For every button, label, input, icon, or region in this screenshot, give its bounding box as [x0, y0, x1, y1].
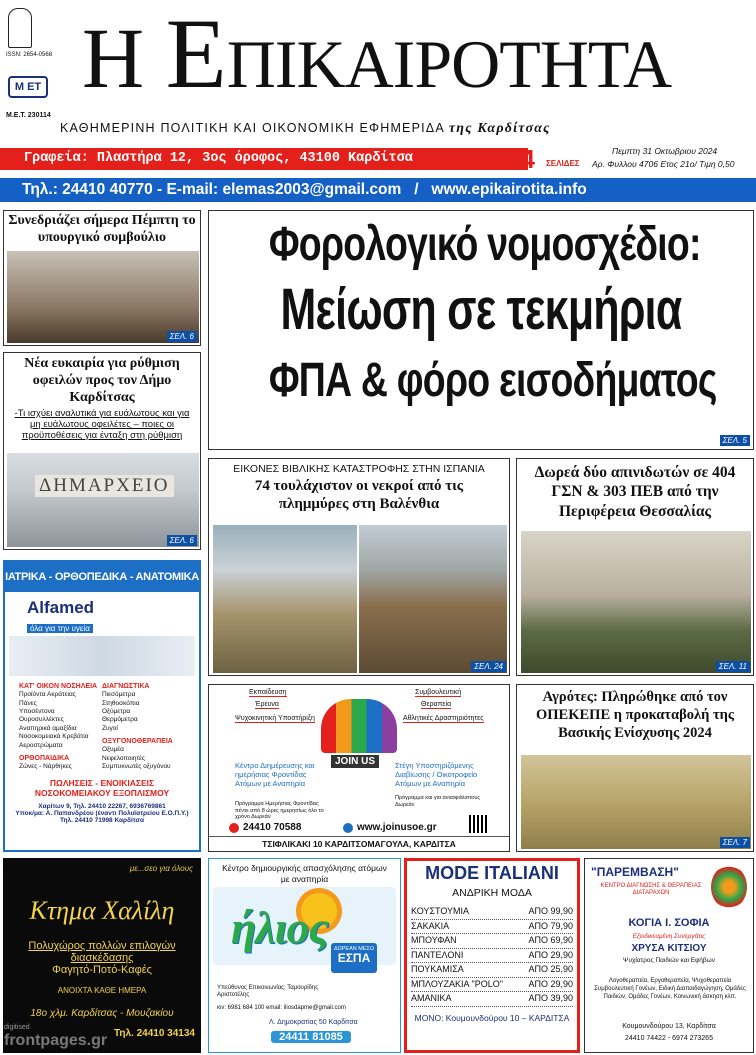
mode-list [407, 905, 577, 1007]
issn: ISSN: 2654-0568 [6, 52, 53, 58]
ktima-top: με...σεο για όλους [129, 864, 193, 873]
spain-title: 74 τουλάχιστον οι νεκροί από τις πλημμύρες στη Βαλένθια [254, 478, 464, 512]
qr-code-icon [469, 815, 487, 833]
paremvasi-name: "ΠΑΡΕΜΒΑΣΗ" [591, 865, 679, 879]
digitised-label: digitised [4, 1024, 30, 1031]
mode-item: ΚΟΥΣΤΟΥΜΙΑ ΑΠΟ 99,90 [411, 905, 573, 920]
alfamed-addr2: Υποκ/μα: Α. Παπανδρέου (έναντι Πολυϊατρείου Ε.Ο.Π.Υ.) [15, 809, 189, 817]
phone-icon [229, 823, 239, 833]
story-debts[interactable] [3, 352, 201, 550]
person1-name: ΚΟΓΙΑ Ι. ΣΟΦΙΑ [628, 917, 710, 929]
info-bar [0, 144, 756, 174]
contact-text: Τηλ.: 24410 40770 - E-mail: elemas2003@gmail.com / www.epikairotita.info [22, 181, 587, 198]
alfamed-addr1: Χαρίτων 9, Τηλ. 24410 22267, 6936769861 [38, 802, 166, 810]
headline-line3: ΦΠΑ & φόρο εισοδήματος [268, 354, 717, 407]
paremvasi-services: Λογοθεραπεία, Εργοθεραπεία, Ψυχοθεραπεία Συμβουλευτική Γονέων, Ειδική Διαπαιδαγώγηση, Ομάδες Παιδιών, Ομάδες Γονέων, Κοινωνική άσκηση κλπ. [594, 978, 746, 1001]
joinus-logo: JOIN US [331, 755, 379, 768]
ilios-phone: 24411 81085 [271, 1031, 351, 1043]
issue-number: Αρ. Φυλλου 4706 Ετος 21ο/ Τιμη 0,50 [592, 159, 735, 169]
col1-item: Προϊόντα Ακράτειας [19, 691, 76, 699]
ad-joinus[interactable] [208, 684, 510, 852]
story-debts-title: Νέα ευκαιρία για ρύθμιση οφειλών προς τον Δήμο Καρδίτσας [24, 356, 180, 405]
story-defib[interactable] [516, 458, 754, 676]
story-farmers[interactable] [516, 684, 754, 852]
alfamed-header: ΙΑΤΡΙΚΑ - ΟΡΘΟΠΕΔΙΚΑ - ΑΝΑΤΟΜΙΚΑ [5, 562, 199, 592]
alfamed-sales2: ΝΟΣΟΚΟΜΕΙΑΚΟΥ ΕΞΟΠΛΙΣΜΟΥ [34, 787, 170, 798]
col1-item: Αναπηρικά αμαξίδια [19, 724, 77, 732]
flood-photo-1 [213, 525, 357, 673]
col1-title: ΚΑΤ' ΟΙΚΟΝ ΝΟΣΗΛΕΙΑ [19, 683, 98, 690]
col1-item: Νοσοκομειακά Κρεβάτια [19, 733, 89, 741]
alfamed-products [5, 676, 199, 772]
joinus-tag: Έρευνα [255, 701, 279, 708]
main-headline[interactable] [208, 210, 754, 450]
col1-item: Υποσέντονα [19, 707, 55, 715]
pages-count: 24 [506, 144, 535, 174]
page-ref: ΣΕΛ. 24 [471, 661, 506, 672]
ad-ktima[interactable] [3, 858, 201, 1053]
page-ref: ΣΕΛ. 7 [720, 837, 750, 848]
mode-footer: ΜΟΝΟ: Κουμουνδούρου 10 – ΚΑΡΔΙΤΣΑ [414, 1012, 570, 1023]
ad-alfamed[interactable] [3, 560, 201, 852]
page-ref: ΣΕΛ. 5 [720, 435, 750, 446]
farmers-title: Αγρότες: Πληρώθηκε από τον ΟΠΕΚΕΠΕ η προκαταβολή της Βασικής Ενίσχυσης 2024 [536, 689, 734, 742]
headline-line2: Μείωση σε τεκμήρια [280, 277, 682, 342]
page-ref: ΣΕΛ. 6 [167, 331, 197, 342]
mode-item: ΠΟΥΚΑΜΙΣΑ ΑΠΟ 25,90 [411, 963, 573, 978]
tree-logo [711, 865, 747, 909]
masthead [0, 0, 756, 150]
mode-name: MODE ITALIANI [425, 863, 559, 883]
ktima-line5: Τηλ. 24410 34134 [114, 1028, 195, 1039]
col1-item: Ουροσυλλέκτες [19, 716, 64, 724]
joinus-phone: 24410 70588 [243, 822, 302, 833]
col1-item: Αεροστρώματα [19, 741, 63, 749]
mode-item: ΣΑΚΑΚΙΑ ΑΠΟ 79,90 [411, 920, 573, 935]
col2b-item: Οξυμέα [102, 746, 124, 754]
espa-badge [331, 943, 377, 973]
alfamed-addr3: Τηλ. 24410 71998 Καρδίτσα [60, 816, 144, 824]
espa-line1: ΔΩΡΕΑΝ ΜΕΣΩ [333, 946, 375, 952]
alfamed-sales: ΠΩΛΗΣΕΙΣ - ΕΝΟΙΚΙΑΣΕΙΣ [49, 777, 155, 788]
ktima-line4: 18ο χλμ. Καρδίτσας - Μουζακίου [30, 1008, 174, 1019]
col1b-item: Ζώνες - Νάρθηκες [19, 763, 72, 771]
office-address: Γραφεία: Πλαστήρα 12, 3ος όροφος, 43100 Καρδίτσα [24, 151, 413, 166]
title-e: Ε [165, 0, 227, 109]
col2b-title: ΟΞΥΓΟΝΟΘΕΡΑΠΕΙΑ [102, 738, 173, 746]
joinus-tag: Θεραπεία [421, 701, 452, 708]
ktima-name: Κτημα Χαλίλη [29, 896, 175, 925]
ilios-address: Λ. Δημοκρατίας 50 Καρδίτσα [269, 1019, 358, 1026]
joinus-left2: Πρόγραμμα Ημερήσιας Φροντίδας πέντε από 8 ώρες ημερησίως όλο το χρόνο Δωρεάν [235, 801, 324, 821]
ilios-top: Κέντρο δημιουργικής απασχόλησης ατόμων με αναπηρία [222, 863, 387, 884]
joinus-figures [321, 699, 397, 753]
joinus-right2: Πρόγραμμα και για ανασφάλιστους Δωρεάν [395, 795, 480, 808]
issue-date: Πεμπτη 31 Οκτωβριου 2024 [612, 146, 718, 156]
col1b-title: ΟΡΘΟΠΑΙΔΙΚΑ [19, 755, 70, 763]
web-icon [343, 823, 353, 833]
newspaper-title [82, 0, 672, 109]
spain-kicker: ΕΙΚΟΝΕΣ ΒΙΒΛΙΚΗΣ ΚΑΤΑΣΤΡΟΦΗΣ ΣΤΗΝ ΙΣΠΑΝΙΑ [233, 463, 485, 475]
town-hall-sign: ΔΗΜΑΡΧΕΙΟ [35, 475, 174, 497]
ad-ilios[interactable] [208, 858, 401, 1053]
col2-item: Στηθοσκόπια [102, 699, 140, 707]
contact-bar [0, 178, 756, 202]
person1-role: Εξειδικευμένη Συνεργάτις [632, 933, 706, 940]
ktima-line2: Φαγητό-Ποτό-Καφές [52, 964, 152, 976]
paremvasi-phone: 24410 74422 - 6974 273265 [625, 1035, 713, 1042]
joinus-tag: Συμβουλευτική [415, 689, 462, 696]
joinus-tag: Αθλητικές Δραστηριότητες [403, 715, 484, 722]
espa-line2: ΕΣΠΑ [337, 951, 371, 965]
mode-item: ΠΑΝΤΕΛΟΝΙ ΑΠΟ 29,90 [411, 949, 573, 964]
story-cabinet-title: Συνεδριάζει σήμερα Πέμπτη το υπουργικό συμβούλιο [8, 213, 196, 245]
page-ref: ΣΕΛ. 11 [716, 661, 750, 672]
eda-logo [8, 8, 32, 48]
cabinet-photo [7, 251, 199, 343]
paremvasi-address: Κουμουνδούρου 13, Καρδίτσα [622, 1023, 716, 1030]
defib-photo [521, 531, 751, 673]
ad-paremvasi[interactable] [584, 858, 754, 1053]
watermark: frontpages.gr [4, 1032, 108, 1049]
alfamed-slogan: όλα για την υγεία [27, 624, 93, 633]
person2-role: Ψυχίατρος Παιδιών και Εφήβων [623, 957, 715, 964]
joinus-right1: Στέγη Υποστηριζόμενης Διαβίωσης / Οικοτροφείο Ατόμων με Αναπηρία [395, 761, 478, 788]
met-number: Μ.Ε.Τ. 230114 [6, 112, 51, 119]
pages-label: ΣΕΛΙΔΕΣ [546, 159, 580, 168]
col2-item: Οξύμετρα [102, 707, 131, 715]
col1-item: Πάνες [19, 699, 37, 707]
joinus-web: www.joinusoe.gr [357, 822, 437, 833]
ilios-info1: Υπεύθυνος Επικοινωνίας: Ταμουρίδης Αριστοτέλης [217, 985, 319, 999]
ktima-line1: Πολυχώρος πολλών επιλογών διασκέδασης [28, 940, 176, 964]
mode-sub: ΑΝΔΡΙΚΗ ΜΟΔΑ [452, 887, 532, 899]
page-ref: ΣΕΛ. 6 [167, 535, 197, 546]
flood-photo-2 [359, 525, 507, 673]
ilios-name: ήλιος [231, 902, 328, 953]
staff-photo [9, 636, 195, 676]
paremvasi-sub: ΚΕΝΤΡΟ ΔΙΑΓΝΩΣΗΣ & ΘΕΡΑΠΕΙΑΣ ΔΙΑΤΑΡΑΧΩΝ [600, 883, 702, 897]
col2b-item: Νεφελοποιητές [102, 754, 146, 762]
alfamed-logo [27, 598, 199, 636]
story-spain[interactable] [208, 458, 510, 676]
met-logo: Μ ΕΤ [8, 76, 48, 98]
joinus-address: ΤΣΙΦΛΙΚΑΚΙ 10 ΚΑΡΔΙΤΣΟΜΑΓΟΥΛΑ, ΚΑΡΔΙΤΣΑ [209, 836, 509, 851]
person2-name: ΧΡΥΣΑ ΚΙΤΣΙΟΥ [631, 943, 707, 954]
headline-line1: Φορολογικό νομοσχέδιο: [268, 218, 701, 271]
col2b-item: Συμπυκνωτές οξυγόνου [102, 763, 171, 771]
col2-item: Ζυγοί [102, 724, 118, 732]
alfamed-brand: Alfamed [27, 598, 95, 617]
ktima-line3: ΑΝΟΙΧΤΑ ΚΑΘΕ ΗΜΕΡΑ [57, 986, 147, 995]
subtitle: ΚΑΘΗΜΕΡΙΝΗ ΠΟΛΙΤΙΚΗ ΚΑΙ ΟΙΚΟΝΟΜΙΚΗ ΕΦΗΜΕΡΙΔΑ της Καρδίτσας [60, 121, 551, 136]
title-h: Η [82, 10, 145, 106]
joinus-tag: Εκπαίδευση [249, 689, 287, 696]
story-cabinet[interactable] [3, 210, 201, 346]
title-rest: ΠΙΚΑΙΡΟΤΗΤΑ [226, 26, 672, 102]
ilios-info2: κιν: 6981 684 100 email: iliosdapme@gmail.com [217, 1005, 346, 1011]
mode-item: ΜΠΛΟΥΖΑΚΙΑ "POLO" ΑΠΟ 29,90 [411, 978, 573, 993]
mode-item: ΜΠΟΥΦΑΝ ΑΠΟ 69,90 [411, 934, 573, 949]
mode-item: ΑΜΑΝΙΚΑ ΑΠΟ 39,90 [411, 992, 573, 1007]
town-hall-photo [7, 453, 199, 547]
defib-title: Δωρεά δύο απινιδωτών σε 404 ΓΣΝ & 303 ΠΕΒ από την Περιφέρεια Θεσσαλίας [534, 464, 736, 520]
col2-item: Θερμόμετρα [102, 716, 138, 724]
story-debts-sub: -Τι ισχύει αναλυτικά για ευάλωτους και για μη ευάλωτους οφειλέτες – ποιες οι προϋποθέσεις για ένταξη στη ρύθμιση [14, 408, 190, 442]
joinus-left1: Κέντρο Διημέρευσης και ημερήσιας Φροντίδας Ατόμων με Αναπηρία [235, 761, 315, 788]
col2-item: Πιεσόμετρα [102, 691, 136, 699]
farmers-photo [521, 755, 751, 849]
col2-title: ΔΙΑΓΝΩΣΤΙΚΑ [102, 683, 150, 690]
ad-mode[interactable] [404, 858, 580, 1053]
joinus-tag: Ψυχοκινητική Υποστήριξη [235, 715, 315, 722]
